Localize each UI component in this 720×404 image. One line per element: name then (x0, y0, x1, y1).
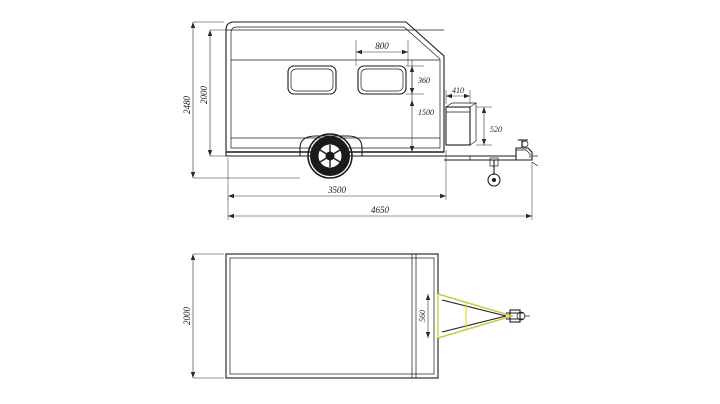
dim-label-window-height: 360 (418, 76, 430, 85)
dim-label-plan-drawbar-width: 560 (418, 310, 427, 322)
dim-box-width (446, 86, 470, 104)
dim-plan-drawbar-width (418, 294, 430, 338)
window-rear-inner (291, 69, 333, 91)
dim-overall-length (228, 162, 532, 220)
window-front-inner (361, 69, 403, 91)
dim-label-window-width: 800 (375, 41, 389, 51)
dim-window-width (356, 40, 408, 66)
plan-body-outline (226, 254, 438, 378)
dim-box-height (476, 107, 502, 145)
window-front (358, 66, 406, 94)
dim-body-height (199, 30, 226, 156)
gas-bottle-box (446, 103, 476, 145)
plan-body-inner (230, 258, 434, 374)
dim-label-body-height: 2000 (199, 86, 209, 104)
tow-coupling-icon (516, 140, 538, 166)
dim-label-body-length: 3500 (328, 185, 346, 195)
top-plan-view (182, 254, 530, 378)
dim-label-overall-height: 2480 (182, 96, 192, 114)
dim-label-overall-length: 4650 (371, 205, 389, 215)
plan-drawbar-highlight (438, 294, 512, 338)
dim-label-box-width: 410 (452, 86, 464, 95)
dim-plan-body-width (182, 254, 224, 378)
dim-label-plan-body-width: 2000 (182, 307, 192, 325)
drawbar-side (444, 156, 516, 160)
jockey-wheel-icon (488, 158, 500, 186)
dim-label-box-height: 520 (490, 125, 502, 134)
wheel-icon (308, 134, 352, 178)
dim-window-height (406, 66, 430, 94)
side-elevation-view (182, 22, 538, 220)
window-rear (288, 66, 336, 94)
dim-label-door-height: 1500 (418, 108, 434, 117)
caravan-body-outline (226, 22, 444, 152)
